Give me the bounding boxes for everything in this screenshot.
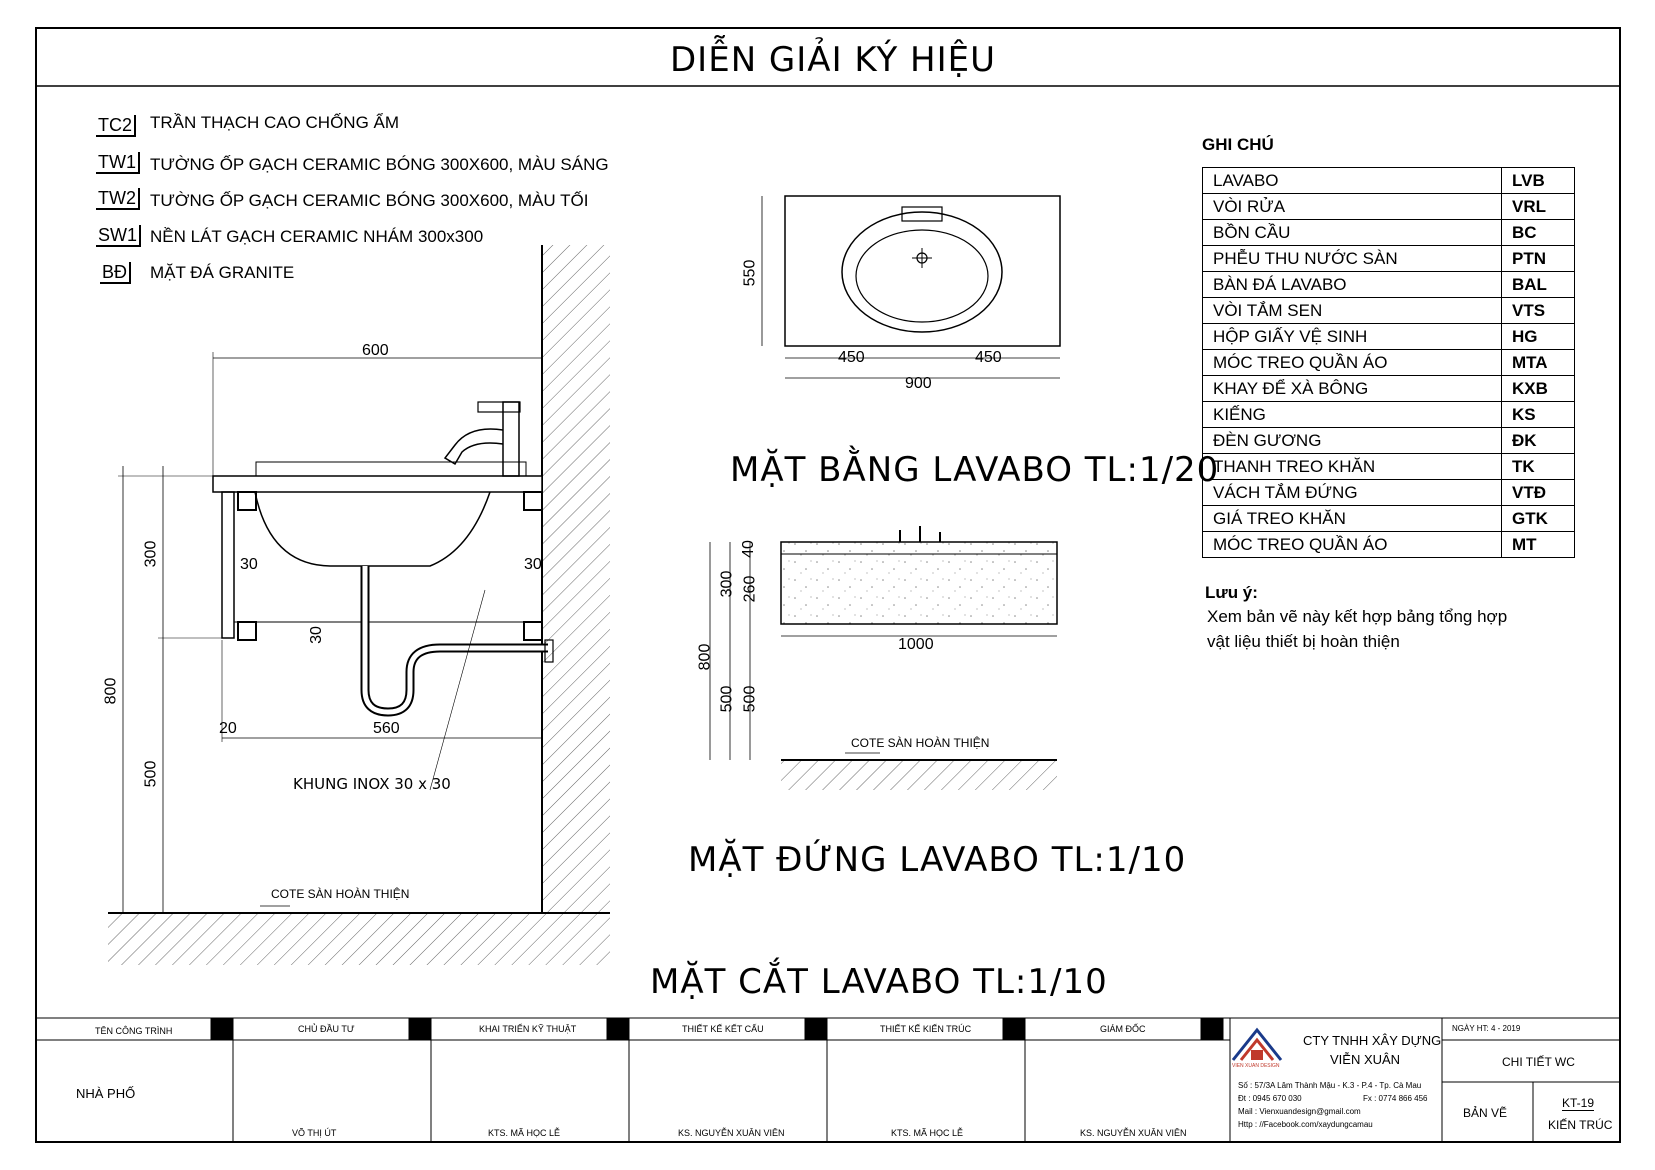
table-row xyxy=(1203,506,1575,532)
tb-header: GIÁM ĐỐC xyxy=(1100,1024,1146,1034)
tb-header: CHỦ ĐẦU TƯ xyxy=(298,1024,355,1034)
dim-label: 30 xyxy=(240,556,258,573)
signer: KS. NGUYỄN XUÂN VIÊN xyxy=(1080,1128,1187,1138)
dim-label: 300 xyxy=(142,540,160,568)
note-name: VÒI TẮM SEN xyxy=(1203,298,1502,324)
legend-text: TƯỜNG ỐP GẠCH CERAMIC BÓNG 300X600, MÀU TỐI xyxy=(150,191,589,210)
dim-label: 30 xyxy=(524,556,542,573)
dim-label: 500 xyxy=(142,760,160,788)
note-name: HỘP GIẤY VỆ SINH xyxy=(1203,324,1502,350)
company-fax: Fx : 0774 866 456 xyxy=(1363,1094,1428,1103)
company-address: Số : 57/3A Lâm Thành Mậu - K.3 - P.4 - Tp. Cà Mau xyxy=(1238,1081,1422,1090)
date: NGÀY HT: 4 - 2019 xyxy=(1452,1024,1521,1033)
logo-text: VIEN XUAN DESIGN xyxy=(1232,1063,1280,1069)
table-row xyxy=(1203,324,1575,350)
signer: KS. NGUYỄN XUÂN VIÊN xyxy=(678,1128,785,1138)
note-code: VTS xyxy=(1502,298,1575,324)
dim-label: 500 xyxy=(741,685,759,713)
note-code: MT xyxy=(1502,532,1575,558)
table-row xyxy=(1203,532,1575,558)
legend-text: NỀN LÁT GẠCH CERAMIC NHÁM 300x300 xyxy=(150,227,484,246)
elevation-floor-hatch xyxy=(781,760,1057,790)
basin xyxy=(255,492,490,566)
tb-header: THIẾT KẾ KẾT CẤU xyxy=(682,1024,764,1034)
frame-label: KHUNG INOX 30 x 30 xyxy=(293,775,451,793)
note-name: MÓC TREO QUẦN ÁO xyxy=(1203,532,1502,558)
plan-title: MẶT BẰNG LAVABO TL:1/20 xyxy=(730,450,1220,490)
dim-label: 300 xyxy=(718,570,736,598)
plan-view xyxy=(762,196,1060,378)
remark-text: Xem bản vẽ này kết hợp bảng tổng hợp xyxy=(1207,607,1508,626)
note-code: GTK xyxy=(1502,506,1575,532)
dim-label: 40 xyxy=(739,540,757,558)
remark-title: Lưu ý: xyxy=(1205,583,1258,602)
table-row xyxy=(1203,376,1575,402)
legend-text: TƯỜNG ỐP GẠCH CERAMIC BÓNG 300X600, MÀU SÁNG xyxy=(150,155,609,174)
dim-label: 800 xyxy=(102,677,120,705)
legend-code: BĐ xyxy=(100,262,131,284)
note-name: KHAY ĐỂ XÀ BÔNG xyxy=(1203,376,1502,402)
dim-label: 450 xyxy=(975,349,1002,366)
legend-code: SW1 xyxy=(96,225,141,247)
company-logo xyxy=(1233,1030,1281,1060)
note-name: BỒN CẦU xyxy=(1203,220,1502,246)
label-banve: BẢN VẼ xyxy=(1463,1106,1508,1120)
note-code: ĐK xyxy=(1502,428,1575,454)
sheet-number: KT-19 xyxy=(1562,1096,1595,1110)
note-code: BC xyxy=(1502,220,1575,246)
tb-header: KHAI TRIỂN KỸ THUẬT xyxy=(479,1024,577,1034)
note-code: LVB xyxy=(1502,168,1575,194)
wall-hatch xyxy=(542,245,610,913)
notes-title: GHI CHÚ xyxy=(1202,135,1274,154)
note-name: THANH TREO KHĂN xyxy=(1203,454,1502,480)
note-name: VÒI RỬA xyxy=(1203,194,1502,220)
note-code: MTA xyxy=(1502,350,1575,376)
elevation-view xyxy=(710,526,1057,790)
table-row xyxy=(1203,168,1575,194)
sheet-type: KIẾN TRÚC xyxy=(1548,1118,1613,1132)
company-name: CTY TNHH XÂY DỰNG xyxy=(1303,1033,1442,1048)
company-name: VIỄN XUÂN xyxy=(1330,1052,1401,1067)
note-code: KXB xyxy=(1502,376,1575,402)
company-web: Http : //Facebook.com/xaydungcamau xyxy=(1238,1120,1373,1129)
countertop xyxy=(213,476,542,492)
dim-label: 550 xyxy=(741,259,759,287)
table-row xyxy=(1203,428,1575,454)
dim-label: 450 xyxy=(838,349,865,366)
table-row xyxy=(1203,402,1575,428)
note-name: MÓC TREO QUẦN ÁO xyxy=(1203,350,1502,376)
dim-label: 600 xyxy=(362,342,389,359)
note-code: PTN xyxy=(1502,246,1575,272)
dim-label: 800 xyxy=(696,643,714,671)
tb-header: TÊN CÔNG TRÌNH xyxy=(95,1026,173,1036)
dim-label: 20 xyxy=(219,720,237,737)
section-title: MẶT CẮT LAVABO TL:1/10 xyxy=(650,962,1108,1002)
note-name: KIẾNG xyxy=(1203,402,1502,428)
dim-label: 560 xyxy=(373,720,400,737)
project-name: NHÀ PHỐ xyxy=(76,1086,136,1101)
note-name: GIÁ TREO KHĂN xyxy=(1203,506,1502,532)
floor-label: COTE SÀN HOÀN THIỆN xyxy=(851,736,990,750)
dim-label: 1000 xyxy=(898,636,934,653)
signer: VÕ THỊ ÚT xyxy=(292,1128,337,1138)
note-code: VRL xyxy=(1502,194,1575,220)
table-row xyxy=(1203,454,1575,480)
remark-text: vật liệu thiết bị hoàn thiện xyxy=(1207,632,1400,651)
floor-label: COTE SÀN HOÀN THIỆN xyxy=(271,887,410,901)
note-name: BÀN ĐÁ LAVABO xyxy=(1203,272,1502,298)
table-row xyxy=(1203,350,1575,376)
drawing-name: CHI TIẾT WC xyxy=(1502,1055,1575,1069)
table-row xyxy=(1203,298,1575,324)
legend-code: TW1 xyxy=(96,152,140,174)
note-code: KS xyxy=(1502,402,1575,428)
dim-label: 30 xyxy=(307,626,325,644)
signer: KTS. MÃ HỌC LỄ xyxy=(488,1128,561,1138)
note-code: BAL xyxy=(1502,272,1575,298)
frame-leg xyxy=(222,492,234,638)
signer: KTS. MÃ HỌC LỄ xyxy=(891,1128,964,1138)
section-view xyxy=(108,245,610,965)
table-row xyxy=(1203,220,1575,246)
company-mail: Mail : Vienxuandesign@gmail.com xyxy=(1238,1107,1361,1116)
legend-code: TC2 xyxy=(96,115,136,137)
header-title: DIỄN GIẢI KÝ HIỆU xyxy=(670,40,997,80)
dim-label: 900 xyxy=(905,375,932,392)
legend-text: TRẦN THẠCH CAO CHỐNG ẨM xyxy=(150,113,400,132)
note-code: TK xyxy=(1502,454,1575,480)
elevation-title: MẶT ĐỨNG LAVABO TL:1/10 xyxy=(688,840,1187,880)
dim-label: 500 xyxy=(718,685,736,713)
note-name: LAVABO xyxy=(1203,168,1502,194)
tb-header: THIẾT KẾ KIẾN TRÚC xyxy=(880,1024,972,1034)
legend-text: MẶT ĐÁ GRANITE xyxy=(150,263,295,282)
table-row xyxy=(1203,194,1575,220)
notes-table xyxy=(1202,167,1575,558)
table-row xyxy=(1203,272,1575,298)
note-code: HG xyxy=(1502,324,1575,350)
dim-label: 260 xyxy=(741,575,759,603)
floor-hatch xyxy=(108,913,610,965)
table-row xyxy=(1203,246,1575,272)
note-code: VTĐ xyxy=(1502,480,1575,506)
note-name: ĐÈN GƯƠNG xyxy=(1203,428,1502,454)
note-name: VÁCH TẮM ĐỨNG xyxy=(1203,480,1502,506)
faucet-body xyxy=(503,402,519,476)
legend-code: TW2 xyxy=(96,188,140,210)
plan-counter xyxy=(785,196,1060,346)
table-row xyxy=(1203,480,1575,506)
note-name: PHỄU THU NƯỚC SÀN xyxy=(1203,246,1502,272)
company-phone: Đt : 0945 670 030 xyxy=(1238,1094,1302,1103)
